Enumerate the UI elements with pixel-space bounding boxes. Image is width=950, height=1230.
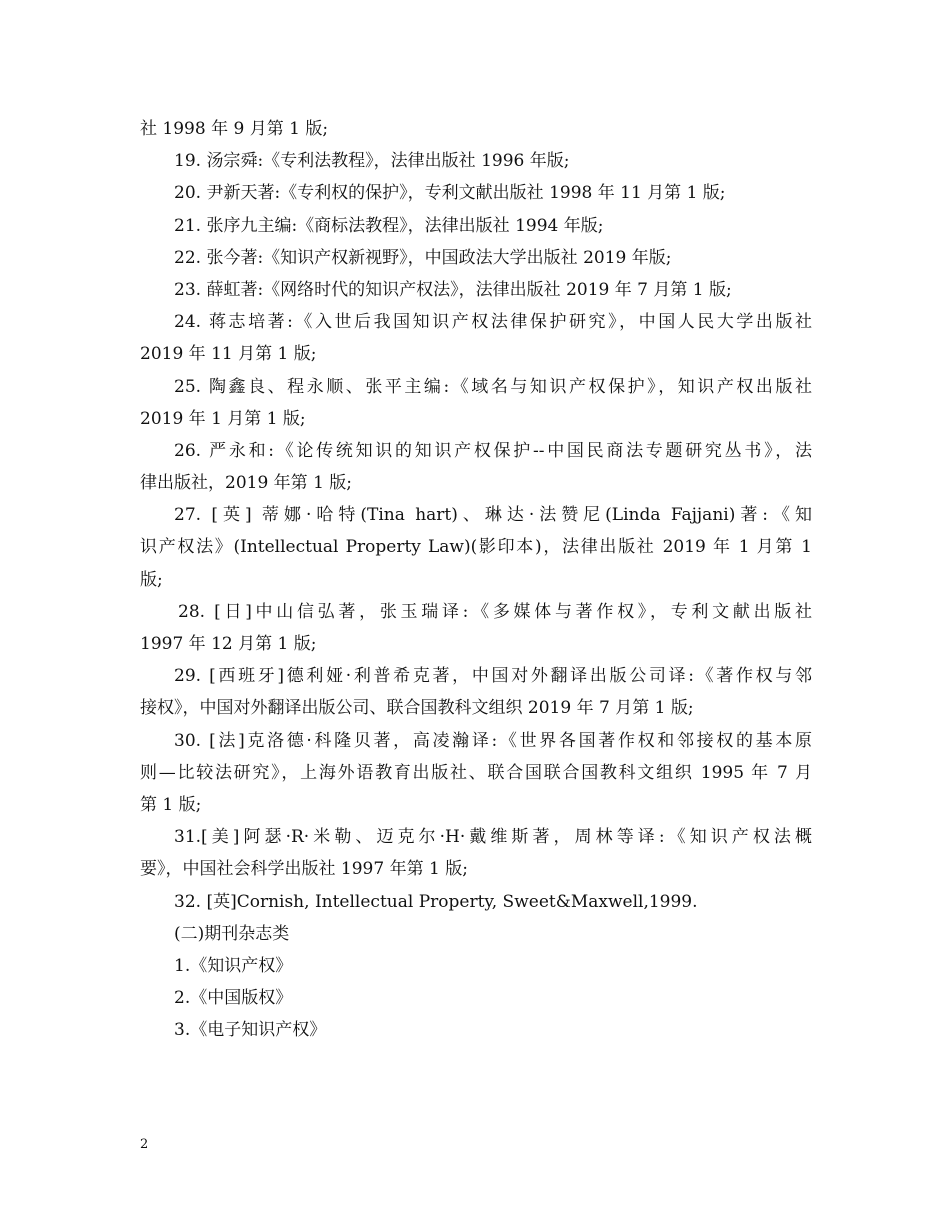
text-line: 2019 年 1 月第 1 版; <box>140 408 306 429</box>
reference-item-20: 20. 尹新天著:《专利权的保护》，专利文献出版社 1998 年 11 月第 1 版; <box>174 183 726 204</box>
journal-item-1: 1.《知识产权》 <box>174 955 293 976</box>
reference-item-21: 21. 张序九主编:《商标法教程》，法律出版社 1994 年版; <box>174 215 604 236</box>
reference-item-32: 32. [英]Cornish, Intellectual Property, Sweet&Maxwell,1999. <box>174 891 698 912</box>
text-line: 1997 年 12 月第 1 版; <box>140 634 317 654</box>
text-line: 社 1998 年 9 月第 1 版; <box>140 119 329 139</box>
reference-item-26: 26. 严永和:《论传统知识的知识产权保护--中国民商法专题研究丛书》，法 <box>174 440 812 461</box>
reference-item-22: 22. 张今著:《知识产权新视野》，中国政法大学出版社 2019 年版; <box>174 247 672 268</box>
reference-item-23: 23. 薛虹著:《网络时代的知识产权法》，法律出版社 2019 年 7 月第 1 版; <box>174 279 732 300</box>
reference-item-30: 30. [法]克洛德·科隆贝著，高凌瀚译:《世界各国著作权和邻接权的基本原 <box>174 730 812 751</box>
reference-item-27: 27. [英] 蒂娜·哈特(Tina hart)、琳达·法赞尼(Linda Fajjani)著:《知 <box>174 505 812 526</box>
text-line: 接权》，中国对外翻译出版公司、联合国教科文组织 2019 年 7 月第 1 版; <box>140 698 694 719</box>
journal-item-2: 2.《中国版权》 <box>174 988 293 1009</box>
text-line: 要》，中国社会科学出版社 1997 年第 1 版; <box>140 859 468 880</box>
journal-item-3: 3.《电子知识产权》 <box>174 1020 327 1041</box>
page-number: 2 <box>140 1137 149 1152</box>
text-line: 2019 年 11 月第 1 版; <box>140 344 317 365</box>
text-line: 识产权法》(Intellectual Property Law)(影印本)，法律出版社 2019 年 1 月第 1 <box>140 537 812 558</box>
reference-item-24: 24. 蒋志培著:《入世后我国知识产权法律保护研究》，中国人民大学出版社 <box>174 312 812 333</box>
text-line: 版; <box>140 569 163 590</box>
text-line: 则—比较法研究》，上海外语教育出版社、联合国联合国教科文组织 1995 年 7 月 <box>140 762 812 783</box>
reference-item-25: 25. 陶鑫良、程永顺、张平主编:《域名与知识产权保护》，知识产权出版社 <box>174 376 812 397</box>
document-page <box>140 113 812 1046</box>
text-line: 第 1 版; <box>140 794 202 815</box>
reference-item-31: 31.[美]阿瑟·R·米勒、迈克尔·H·戴维斯著，周林等译:《知识产权法概 <box>174 827 812 848</box>
reference-item-29: 29. [西班牙]德利娅·利普希克著，中国对外翻译出版公司译:《著作权与邻 <box>174 666 812 687</box>
text-line: 律出版社，2019 年第 1 版; <box>140 473 353 494</box>
reference-item-19: 19. 汤宗舜:《专利法教程》，法律出版社 1996 年版; <box>174 151 570 172</box>
section-heading-journals: (二)期刊杂志类 <box>174 923 290 944</box>
reference-item-28: 28. [日]中山信弘著，张玉瑞译:《多媒体与著作权》，专利文献出版社 <box>178 601 812 622</box>
